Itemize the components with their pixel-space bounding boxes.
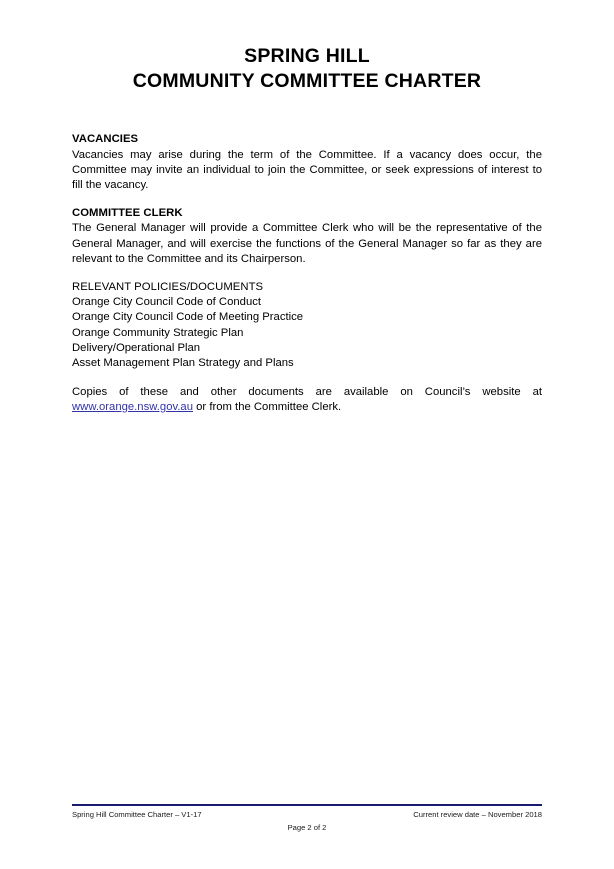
- section-body-vacancies: Vacancies may arise during the term of the Committee. If a vacancy does occur, the Committee may invite an individual to join the Committee, or seek expressions of interest to fill the vacancy.: [72, 148, 542, 191]
- list-item: Delivery/Operational Plan: [72, 341, 201, 354]
- footer-right-text: Current review date – November 2018: [413, 810, 542, 819]
- list-item: Orange Community Strategic Plan: [72, 326, 244, 339]
- footer-top-row: [72, 809, 542, 820]
- footer-divider: [72, 804, 542, 806]
- council-website-link[interactable]: www.orange.nsw.gov.au: [72, 400, 193, 413]
- section-relevant-policies: [72, 280, 542, 415]
- closing-text-after-link: or from the Committee Clerk.: [193, 400, 342, 413]
- section-committee-clerk: [72, 206, 542, 267]
- relevant-policies-list: [72, 295, 542, 370]
- list-item: Orange City Council Code of Meeting Practice: [72, 311, 304, 324]
- section-heading-committee-clerk: COMMITTEE CLERK: [72, 206, 183, 219]
- document-body: [72, 132, 542, 428]
- section-vacancies: [72, 132, 542, 193]
- section-heading-relevant-policies: RELEVANT POLICIES/DOCUMENTS: [72, 280, 264, 293]
- document-title: [0, 44, 614, 94]
- section-body-committee-clerk: The General Manager will provide a Committee Clerk who will be the representative of the General Manager, and will exercise the functions of the General Manager so far as they are relevant to the Committee and its Chairperson.: [72, 222, 542, 265]
- list-item: Asset Management Plan Strategy and Plans: [72, 356, 294, 369]
- list-item: Orange City Council Code of Conduct: [72, 296, 262, 309]
- footer-left-text: Spring Hill Committee Charter – V1-17: [72, 810, 202, 819]
- document-title-line-2: COMMUNITY COMMITTEE CHARTER: [132, 70, 482, 92]
- document-title-line-1: SPRING HILL: [244, 45, 370, 67]
- footer-page-number: Page 2 of 2: [287, 823, 327, 832]
- page-footer: [72, 804, 542, 833]
- section-heading-vacancies: VACANCIES: [72, 133, 139, 145]
- closing-paragraph: [72, 385, 542, 415]
- closing-text-before-link: Copies of these and other documents are available on Council’s website at: [72, 385, 542, 398]
